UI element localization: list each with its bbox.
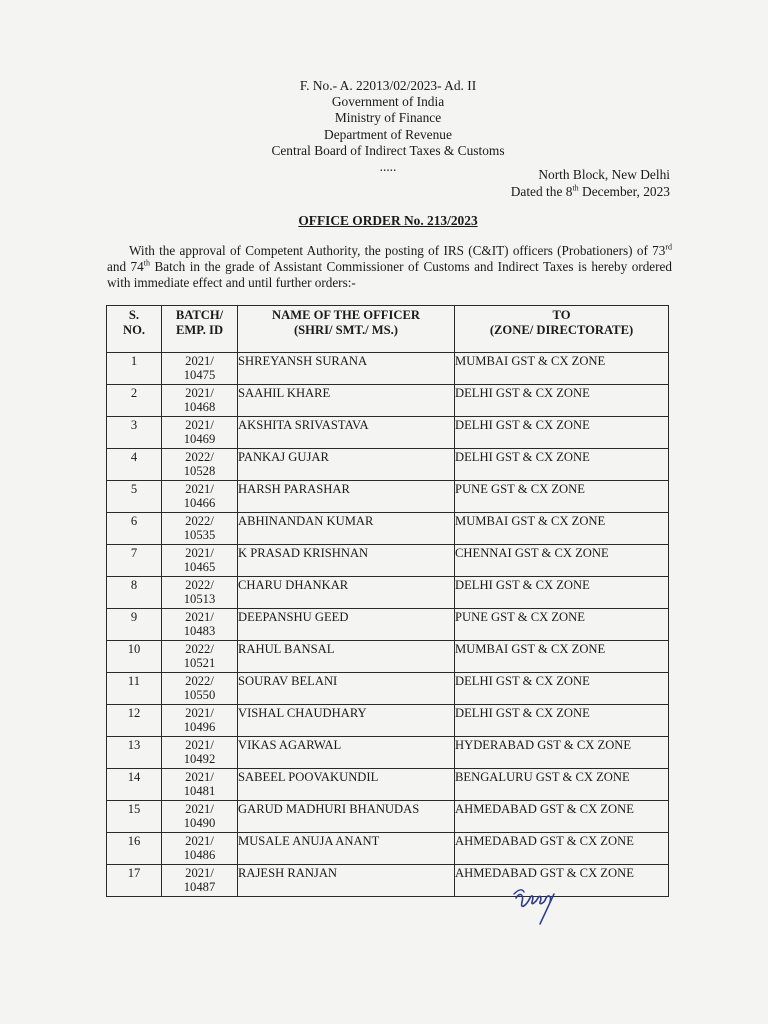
cell-sno: 5 [107, 481, 162, 513]
table-row [107, 737, 669, 769]
table-row [107, 513, 669, 545]
table-row [107, 577, 669, 609]
cell-officer-name: SAAHIL KHARE [238, 385, 455, 417]
cell-zone: PUNE GST & CX ZONE [455, 609, 669, 641]
cell-officer-name: AKSHITA SRIVASTAVA [238, 417, 455, 449]
cell-zone: DELHI GST & CX ZONE [455, 417, 669, 449]
table-row [107, 769, 669, 801]
government-line: Government of India [331, 94, 445, 110]
cell-zone: PUNE GST & CX ZONE [455, 481, 669, 513]
header-zone: TO (ZONE/ DIRECTORATE) [455, 306, 669, 353]
cell-officer-name: SHREYANSH SURANA [238, 353, 455, 385]
cell-zone: DELHI GST & CX ZONE [455, 385, 669, 417]
cell-sno: 2 [107, 385, 162, 417]
cell-officer-name: K PRASAD KRISHNAN [238, 545, 455, 577]
table-row [107, 865, 669, 897]
cell-sno: 11 [107, 673, 162, 705]
board-line: Central Board of Indirect Taxes & Customs [271, 142, 505, 158]
department-line: Department of Revenue [324, 126, 452, 142]
cell-zone: MUMBAI GST & CX ZONE [455, 513, 669, 545]
cell-officer-name: VIKAS AGARWAL [238, 737, 455, 769]
cell-officer-name: DEEPANSHU GEED [238, 609, 455, 641]
table-row [107, 673, 669, 705]
cell-batch: 2021/ 10492 [162, 737, 238, 769]
cell-sno: 15 [107, 801, 162, 833]
cell-officer-name: SABEEL POOVAKUNDIL [238, 769, 455, 801]
table-row [107, 609, 669, 641]
cell-sno: 1 [107, 353, 162, 385]
cell-sno: 10 [107, 641, 162, 673]
table-row [107, 385, 669, 417]
cell-zone: AHMEDABAD GST & CX ZONE [455, 833, 669, 865]
cell-sno: 17 [107, 865, 162, 897]
cell-zone: DELHI GST & CX ZONE [455, 705, 669, 737]
ministry-line: Ministry of Finance [334, 110, 442, 126]
table-row [107, 353, 669, 385]
table-row [107, 449, 669, 481]
cell-zone: AHMEDABAD GST & CX ZONE [455, 865, 669, 897]
cell-zone: DELHI GST & CX ZONE [455, 673, 669, 705]
cell-batch: 2021/ 10496 [162, 705, 238, 737]
cell-officer-name: RAHUL BANSAL [238, 641, 455, 673]
file-number: F. No.- A. 22013/02/2023- Ad. II [299, 78, 477, 93]
table-row [107, 641, 669, 673]
cell-officer-name: CHARU DHANKAR [238, 577, 455, 609]
cell-batch: 2021/ 10487 [162, 865, 238, 897]
cell-batch: 2022/ 10521 [162, 641, 238, 673]
cell-officer-name: HARSH PARASHAR [238, 481, 455, 513]
cell-officer-name: SOURAV BELANI [238, 673, 455, 705]
date-line: Dated the 8th December, 2023 [510, 183, 670, 199]
cell-batch: 2022/ 10535 [162, 513, 238, 545]
cell-batch: 2021/ 10486 [162, 833, 238, 865]
cell-batch: 2021/ 10483 [162, 609, 238, 641]
cell-batch: 2022/ 10550 [162, 673, 238, 705]
cell-sno: 14 [107, 769, 162, 801]
cell-officer-name: RAJESH RANJAN [238, 865, 455, 897]
cell-zone: BENGALURU GST & CX ZONE [455, 769, 669, 801]
header-dots: ..... [379, 159, 397, 175]
postings-table [106, 305, 669, 897]
table-row [107, 833, 669, 865]
cell-officer-name: ABHINANDAN KUMAR [238, 513, 455, 545]
letter-header [0, 78, 768, 175]
cell-batch: 2021/ 10481 [162, 769, 238, 801]
cell-zone: DELHI GST & CX ZONE [455, 577, 669, 609]
cell-zone: HYDERABAD GST & CX ZONE [455, 737, 669, 769]
cell-officer-name: PANKAJ GUJAR [238, 449, 455, 481]
cell-sno: 7 [107, 545, 162, 577]
location-line: North Block, New Delhi [538, 167, 670, 182]
cell-batch: 2021/ 10468 [162, 385, 238, 417]
cell-zone: MUMBAI GST & CX ZONE [455, 353, 669, 385]
header-batch: BATCH/ EMP. ID [162, 306, 238, 353]
order-body-paragraph: With the approval of Competent Authority, the posting of IRS (C&IT) officers (Probationers) of 73rd and 74th Batch in the grade of Assistant Commissioner of Customs and Indirect Taxes is hereby ordered with immediate effect and until further orders:- [107, 242, 672, 290]
cell-zone: CHENNAI GST & CX ZONE [455, 545, 669, 577]
cell-sno: 3 [107, 417, 162, 449]
cell-officer-name: GARUD MADHURI BHANUDAS [238, 801, 455, 833]
header-sno: S. NO. [107, 306, 162, 353]
table-row [107, 801, 669, 833]
table-header-row [107, 306, 669, 353]
cell-batch: 2021/ 10490 [162, 801, 238, 833]
cell-batch: 2021/ 10469 [162, 417, 238, 449]
cell-zone: MUMBAI GST & CX ZONE [455, 641, 669, 673]
cell-sno: 9 [107, 609, 162, 641]
cell-sno: 13 [107, 737, 162, 769]
cell-sno: 6 [107, 513, 162, 545]
cell-sno: 16 [107, 833, 162, 865]
cell-zone: DELHI GST & CX ZONE [455, 449, 669, 481]
signature-initials [510, 884, 570, 932]
order-title: OFFICE ORDER No. 213/2023 [298, 213, 478, 228]
cell-officer-name: MUSALE ANUJA ANANT [238, 833, 455, 865]
cell-batch: 2022/ 10528 [162, 449, 238, 481]
table-row [107, 481, 669, 513]
cell-zone: AHMEDABAD GST & CX ZONE [455, 801, 669, 833]
table-row [107, 545, 669, 577]
table-row [107, 417, 669, 449]
cell-batch: 2022/ 10513 [162, 577, 238, 609]
cell-sno: 12 [107, 705, 162, 737]
cell-sno: 4 [107, 449, 162, 481]
cell-officer-name: VISHAL CHAUDHARY [238, 705, 455, 737]
cell-sno: 8 [107, 577, 162, 609]
cell-batch: 2021/ 10466 [162, 481, 238, 513]
cell-batch: 2021/ 10475 [162, 353, 238, 385]
table-row [107, 705, 669, 737]
place-and-date [511, 166, 670, 200]
header-name: NAME OF THE OFFICER (SHRI/ SMT./ MS.) [238, 306, 455, 353]
cell-batch: 2021/ 10465 [162, 545, 238, 577]
